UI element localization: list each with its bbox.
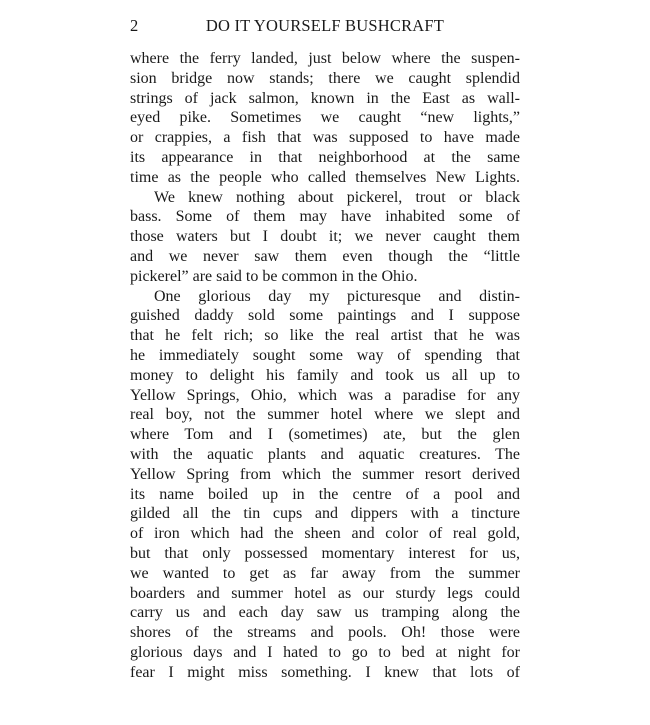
text-line: its name boiled up in the centre of a pool and xyxy=(130,485,520,503)
text-line: Yellow Springs, Ohio, which was a paradise for any xyxy=(130,386,520,404)
text-line: or crappies, a fish that was supposed to have made xyxy=(130,129,520,147)
text-line: we wanted to get as far away from the summer xyxy=(130,564,520,582)
text-line: time as the people who called themselves New Lights. xyxy=(130,168,520,186)
text-line: those waters but I doubt it; we never caught them xyxy=(130,228,520,246)
text-line: shores of the streams and pools. Oh! those were xyxy=(130,624,520,642)
text-line: of iron which had the sheen and color of real gold, xyxy=(130,525,520,543)
paragraph-first-line: One glorious day my picturesque and distin- xyxy=(154,287,520,305)
text-line: fear I might miss something. I knew that lots of xyxy=(130,663,520,681)
page-number: 2 xyxy=(130,16,139,35)
text-line: eyed pike. Sometimes we caught “new lights,” xyxy=(130,109,520,127)
text-line: Yellow Spring from which the summer resort derived xyxy=(130,465,520,483)
text-line: its appearance in that neighborhood at the same xyxy=(130,148,520,166)
text-line: and we never saw them even though the “little xyxy=(130,247,520,265)
text-line: guished daddy sold some paintings and I suppose xyxy=(130,307,520,325)
text-line: bass. Some of them may have inhabited some of xyxy=(130,208,520,226)
text-line: boarders and summer hotel as our sturdy legs could xyxy=(130,584,520,602)
text-line: he immediately sought some way of spending that xyxy=(130,346,520,364)
text-line: where the ferry landed, just below where the suspen- xyxy=(130,50,520,67)
text-line: glorious days and I hated to go to bed at night for xyxy=(130,643,520,661)
text-line: but that only possessed momentary interest for us, xyxy=(130,544,520,562)
body-text xyxy=(130,49,520,683)
text-line: gilded all the tin cups and dippers with a tincture xyxy=(130,505,520,523)
text-line: where Tom and I (sometimes) ate, but the glen xyxy=(130,426,520,444)
text-line: sion bridge now stands; there we caught splendid xyxy=(130,69,520,87)
running-title: DO IT YOURSELF BUSHCRAFT xyxy=(205,16,445,35)
text-line: with the aquatic plants and aquatic creatures. The xyxy=(130,445,520,463)
text-line: carry us and each day saw us tramping along the xyxy=(130,604,520,622)
text-line: that he felt rich; so like the real artist that he was xyxy=(130,327,520,345)
text-line: real boy, not the summer hotel where we slept and xyxy=(130,406,520,424)
text-line: strings of jack salmon, known in the East as wall- xyxy=(130,89,520,107)
paragraph-last-line: pickerel” are said to be common in the Ohio. xyxy=(130,267,418,285)
text-line: money to delight his family and took us all up to xyxy=(130,366,520,384)
paragraph-first-line: We knew nothing about pickerel, trout or black xyxy=(154,188,520,206)
running-head xyxy=(130,14,520,38)
